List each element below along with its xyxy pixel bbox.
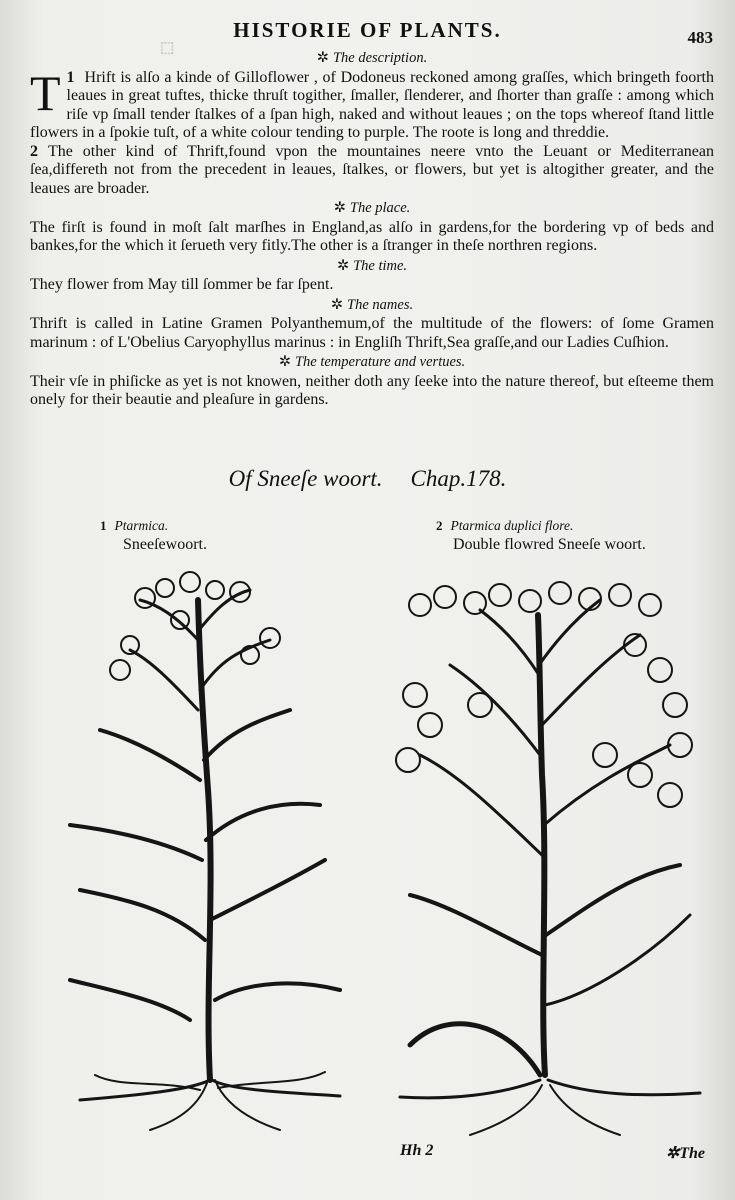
heading-place bbox=[30, 199, 714, 218]
asterism-icon: ✲ bbox=[330, 296, 344, 313]
paragraph-text: Hrift is alſo a kinde of Gilloflower , of Dodoneus reckoned among graſſes, which bringeth foorth leaues in great tuftes, thicke thruſt togither, ſmaller, ſlenderer, and ſhorter than graſſe : among which riſe vp ſmall tender ſtalkes of a ſpan high, naked and without leaues ; on the tops whereof ſtand little flowers in a ſpokie tuſt, of a white colour tending to purple. The roote is long and threddie. bbox=[30, 68, 714, 141]
chapter-title: Of Sneeſe woort. bbox=[228, 466, 383, 491]
drop-cap: T bbox=[30, 64, 61, 121]
text-body bbox=[30, 48, 714, 410]
page-number: 483 bbox=[687, 28, 713, 47]
heading-names-label: The names. bbox=[347, 296, 414, 313]
page-header bbox=[0, 14, 735, 56]
sneezewort-woodcut bbox=[40, 560, 360, 1140]
asterism-icon: ✲ bbox=[278, 354, 291, 370]
asterism-icon: ✲ bbox=[316, 50, 329, 66]
paragraph-number: 1 bbox=[66, 68, 75, 86]
paragraph-place: The firſt is found in moſt ſalt marſhes in England,as alſo in gardens,for the bordering vp of beds and bankes,for the which it ſerueth very fitly.The other is a ſtranger in theſe northren regions. bbox=[30, 218, 714, 254]
double-sneezewort-woodcut bbox=[390, 575, 710, 1140]
paragraph-temperature: Their vſe in phiſicke as yet is not knowen, neither doth any ſeeke into the nature thereof, but eſteeme them onely for their beautie and pleaſure in gardens. bbox=[30, 372, 714, 408]
asterism-icon: ✲ bbox=[665, 1145, 680, 1162]
asterism-icon: ✲ bbox=[333, 200, 346, 216]
paragraph-time: They flower from May till ſommer be far ſpent. bbox=[30, 276, 334, 293]
chapter-heading bbox=[0, 466, 735, 492]
figure-caption-1 bbox=[100, 516, 207, 554]
paragraph-number: 2 bbox=[30, 142, 38, 160]
figure-latin-name: Ptarmica duplici flore. bbox=[450, 518, 574, 533]
printer-signature: Hh 2 bbox=[400, 1142, 434, 1159]
figure-caption-2 bbox=[436, 516, 646, 554]
figure-index: 2 bbox=[436, 518, 443, 533]
heading-time bbox=[30, 257, 714, 276]
heading-description bbox=[30, 49, 714, 68]
running-title: HISTORIE OF PLANTS. bbox=[233, 18, 502, 42]
figure-latin-name: Ptarmica. bbox=[114, 518, 169, 533]
bleed-through-header: ⬚ bbox=[160, 40, 175, 56]
paragraph-names: Thrift is called in Latine Gramen Polyanthemum,of the multitude of the flowers: of ſome Gramen marinum : of L'Obelius Caryophyllus marinus : in Engliſh Thrift,Sea graſſe,and our Ladies Cuſhion. bbox=[30, 315, 714, 351]
heading-temperature bbox=[30, 353, 714, 372]
chapter-number: Chap.178. bbox=[410, 466, 507, 491]
paragraph-description-2 bbox=[30, 143, 714, 199]
paragraph-description-1 bbox=[30, 64, 714, 143]
figure-english-name: Sneeſewoort. bbox=[123, 536, 207, 553]
heading-description-label: The description. bbox=[332, 50, 428, 66]
catchword bbox=[666, 1143, 705, 1163]
asterism-icon: ✲ bbox=[336, 257, 350, 274]
figure-index: 1 bbox=[100, 518, 107, 533]
heading-temperature-label: The temperature and vertues. bbox=[294, 354, 466, 370]
paragraph-text: The other kind of Thrift,found vpon the mountaines neere vnto the Leuant or Mediterranean ſea,differeth not from the precedent in leaues, ſtalkes, or flowers, but yet is altogither greater, and the leaues are broader. bbox=[30, 142, 714, 197]
catchword-label: The bbox=[679, 1145, 705, 1162]
heading-place-label: The place. bbox=[349, 200, 411, 216]
heading-names bbox=[30, 296, 714, 315]
heading-time-label: The time. bbox=[353, 257, 408, 274]
figure-english-name: Double flowred Sneeſe woort. bbox=[453, 536, 646, 553]
